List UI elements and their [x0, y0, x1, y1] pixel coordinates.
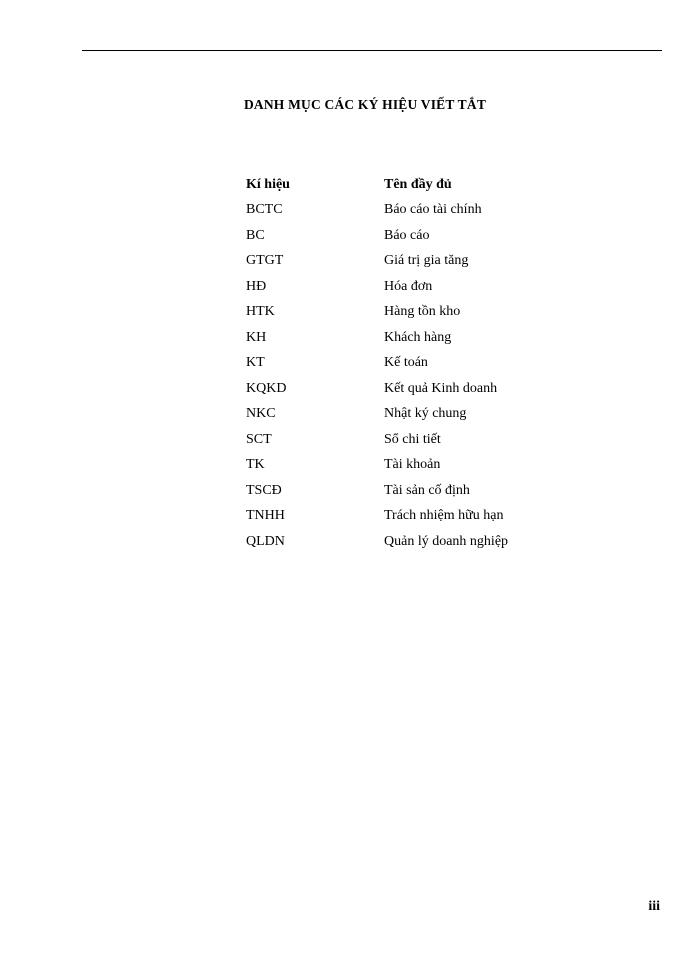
- table-row: [246, 300, 584, 326]
- page-number: iii: [648, 899, 660, 914]
- table-row: [246, 504, 584, 530]
- abbreviation-cell: HTK: [246, 304, 275, 320]
- full-name-cell: Nhật ký chung: [384, 406, 467, 422]
- abbreviation-cell: KH: [246, 329, 267, 345]
- abbreviation-cell: KQKD: [246, 380, 287, 396]
- table-body: [246, 198, 584, 555]
- table-row: [246, 478, 584, 504]
- full-name-cell: Quản lý doanh nghiệp: [384, 533, 509, 549]
- abbreviation-cell: QLDN: [246, 533, 285, 549]
- full-name-cell: Tài sản cố định: [384, 482, 470, 498]
- table-row: [246, 351, 584, 377]
- abbreviation-cell: BCTC: [246, 202, 283, 218]
- table-row: [246, 198, 584, 224]
- table-row: [246, 376, 584, 402]
- full-name-cell: Kết quả Kinh doanh: [384, 380, 498, 396]
- column-header-full: Tên đầy đủ: [384, 176, 452, 192]
- table-row: [246, 529, 584, 555]
- table-row: [246, 223, 584, 249]
- full-name-cell: Hàng tồn kho: [384, 304, 461, 320]
- full-name-cell: Báo cáo: [384, 227, 430, 243]
- table-header-row: [246, 172, 584, 198]
- abbreviation-cell: KT: [246, 355, 265, 371]
- table-row: [246, 402, 584, 428]
- full-name-cell: Giá trị gia tăng: [384, 253, 469, 269]
- abbreviation-table: [246, 172, 584, 555]
- full-name-cell: Kế toán: [384, 355, 428, 371]
- full-name-cell: Khách hàng: [384, 329, 452, 345]
- column-header-abbr: Kí hiệu: [246, 176, 290, 192]
- full-name-cell: Tài khoản: [384, 457, 441, 473]
- table-row: [246, 249, 584, 275]
- full-name-cell: Hóa đơn: [384, 278, 433, 294]
- abbreviation-cell: TSCĐ: [246, 482, 282, 498]
- abbreviation-cell: HĐ: [246, 278, 267, 294]
- table-row: [246, 427, 584, 453]
- full-name-cell: Báo cáo tài chính: [384, 202, 482, 218]
- table-row: [246, 274, 584, 300]
- full-name-cell: Sổ chi tiết: [384, 431, 441, 447]
- header-rule: [82, 50, 662, 51]
- abbreviation-cell: SCT: [246, 431, 272, 447]
- table-row: [246, 325, 584, 351]
- abbreviation-cell: TK: [246, 457, 265, 473]
- abbreviation-cell: BC: [246, 227, 265, 243]
- full-name-cell: Trách nhiệm hữu hạn: [384, 508, 504, 524]
- abbreviation-cell: NKC: [246, 406, 276, 422]
- table-row: [246, 453, 584, 479]
- page-title: DANH MỤC CÁC KÝ HIỆU VIẾT TẮT: [243, 97, 487, 112]
- abbreviation-cell: GTGT: [246, 253, 284, 269]
- abbreviation-cell: TNHH: [246, 508, 285, 524]
